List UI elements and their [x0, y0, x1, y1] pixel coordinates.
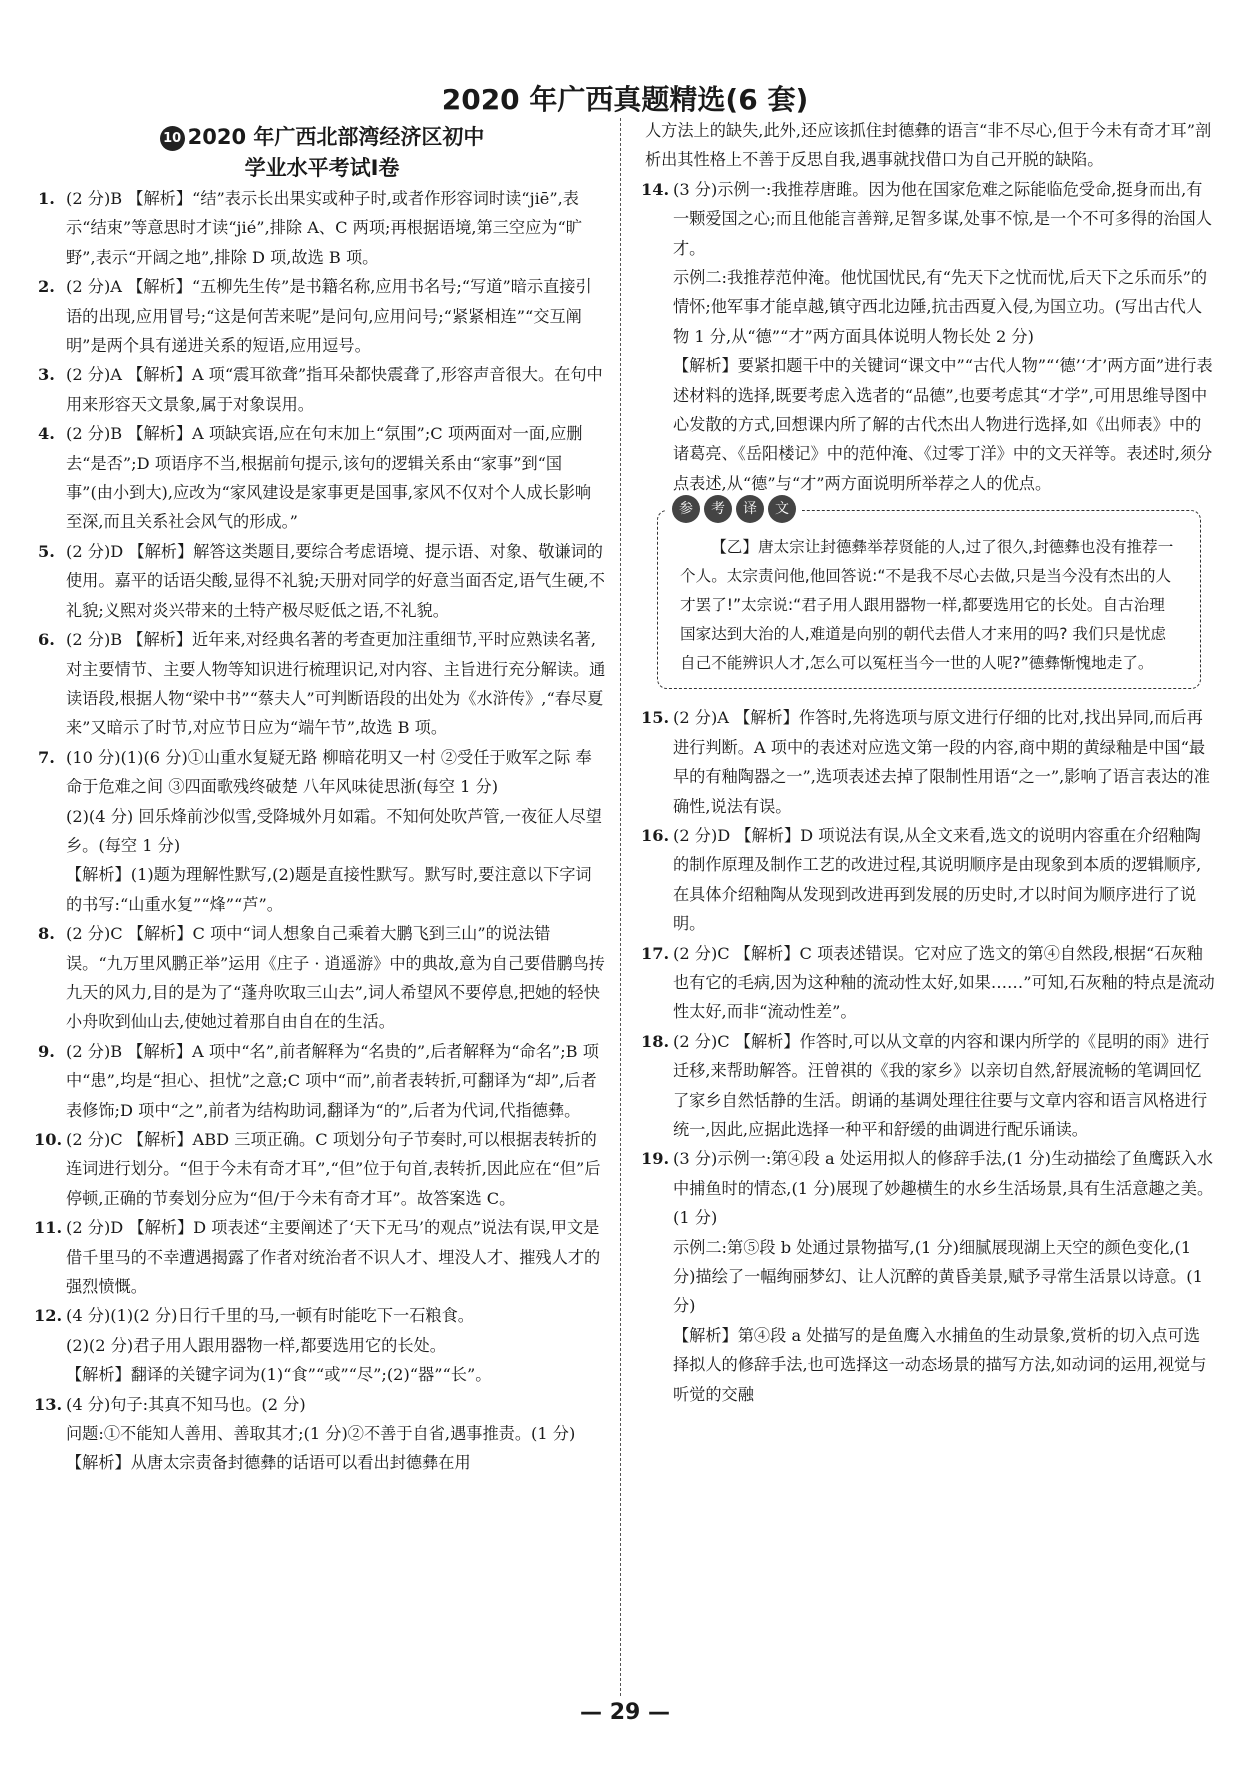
question-number: 5. [38, 541, 55, 561]
answer-item [38, 419, 606, 537]
reference-translation-label [666, 495, 802, 523]
answer-item [641, 703, 1215, 821]
answer-item [34, 1301, 606, 1389]
answer-text: (2 分)C 【解析】C 项表述错误。它对应了选文的第④自然段,根据“石灰釉也有它的毛病,因为这种釉的流动性太好,如果……”可知,石灰釉的特点是流动性太好,而非“流动性差”。 [673, 943, 1215, 1022]
question-number: 8. [38, 924, 55, 944]
answer-item [38, 919, 606, 1037]
answer-text: (3 分)示例一:我推荐唐雎。因为他在国家危难之际能临危受命,挺身而出,有一颗爱国之心;而且他能言善辩,足智多谋,处事不惊,是一个不可多得的治国人才。 [673, 179, 1212, 258]
question-number: 10. [34, 1130, 63, 1149]
question-number: 17. [641, 943, 670, 963]
section-title-line1: 2020 年广西北部湾经济区初中 [187, 125, 485, 149]
answer-text: (2)(4 分) 回乐烽前沙似雪,受降城外月如霜。不知何处吹芦管,一夜征人尽望乡。(每空 1 分) [66, 806, 602, 855]
answer-item [641, 175, 1215, 498]
answer-text: (2 分)A 【解析】作答时,先将选项与原文进行仔细的比对,找出异同,而后再进行判断。A 项中的表述对应选文第一段的内容,商中期的黄绿釉是中国“最早的有釉陶器之一”,选项表述去掉了限制性用语“之一”,影响了语言表达的准确性,说法有误。 [673, 708, 1210, 816]
answer-item-14 [641, 175, 1215, 498]
question-number: 1. [38, 189, 55, 208]
continued-analysis: 人方法上的缺失,此外,还应该抓住封德彝的语言“非不尽心,但于今未有奇才耳”剖析出其性格上不善于反思自我,遇事就找借口为自己开脱的缺陷。 [645, 121, 1212, 170]
answer-text: (2 分)A 【解析】“五柳先生传”是书籍名称,应用书名号;“写道”暗示直接引语的出现,应用冒号;“这是何苦来呢”是问句,应用问号;“紧紧相连”“交互阐明”是两个具有递进关系的短语,应用逗号。 [66, 277, 592, 356]
answer-text: 【解析】从唐太宗责备封德彝的话语可以看出封德彝在用 [66, 1453, 471, 1473]
label-char: 参 [672, 495, 700, 523]
reference-translation-text: 【乙】唐太宗让封德彝举荐贤能的人,过了很久,封德彝也没有推荐一个人。太宗责问他,他回答说:“不是我不尽心去做,只是当今没有杰出的人才罢了!”太宗说:“君子用人跟用器物一样,都要选用它的长处。自古治理国家达到大治的人,难道是向别的朝代去借人才来用的吗? 我们只是忧虑自己不能辨识人才,怎么可以冤枉当今一世的人呢?”德彝惭愧地走了。 [680, 538, 1174, 673]
answer-text: 问题:①不能知人善用、善取其才;(1 分)②不善于自省,遇事推责。(1 分) [66, 1424, 576, 1444]
answer-item [38, 1037, 606, 1125]
question-number: 2. [38, 277, 55, 297]
answer-text: (2 分)A 【解析】A 项“震耳欲聋”指耳朵都快震聋了,形容声音很大。在句中用来形容天文景象,属于对象误用。 [66, 365, 603, 414]
page-title: 2020 年广西真题精选(6 套) [441, 83, 809, 116]
answer-text: (2 分)B 【解析】A 项中“名”,前者解释为“名贵的”,后者解释为“命名”;B 项中“患”,均是“担心、担忧”之意;C 项中“而”,前者表转折,可翻译为“却”,后者表修饰;D 项中“之”,前者为结构助词,翻译为“的”,后者为代词,代指德彝。 [66, 1041, 599, 1120]
answer-text: (2 分)C 【解析】C 项中“词人想象自己乘着大鹏飞到三山”的说法错误。“九万里风鹏正举”运用《庄子 · 逍遥游》中的典故,意为自己要借鹏鸟抟九天的风力,目的是为了“蓬舟吹取三山去”,词人希望风不要停息,把她的轻快小舟吹到仙山去,使她过着那自由自在的生活。 [66, 924, 605, 1032]
label-char: 译 [736, 495, 764, 523]
question-number: 6. [38, 630, 55, 650]
answer-item [38, 537, 606, 625]
answer-item [38, 743, 606, 919]
page-number: — 29 — [580, 1700, 670, 1725]
question-number: 3. [38, 365, 55, 385]
answer-item [641, 939, 1215, 1027]
answer-text: 【解析】要紧扣题干中的关键词“课文中”“古代人物”“‘德’‘才’两方面”进行表述材料的选择,既要考虑入选者的“品德”,也要考虑其“才学”,可用思维导图中心发散的方式,回想课内所了解的古代杰出人物进行选择,如《出师表》中的诸葛亮、《岳阳楼记》中的范仲淹、《过零丁洋》中的文天祥等。表述时,须分点表述,从“德”与“才”两方面说明所举荐之人的优点。 [673, 356, 1213, 493]
question-number: 18. [641, 1031, 670, 1051]
answer-item [641, 821, 1215, 939]
answer-text: (2 分)D 【解析】D 项说法有误,从全文来看,选文的说明内容重在介绍釉陶的制作原理及制作工艺的改进过程,其说明顺序是由现象到本质的逻辑顺序,在具体介绍釉陶从发现到改进再到发展的历史时,才以时间为顺序进行了说明。 [673, 825, 1202, 934]
answer-text: 示例二:第⑤段 b 处通过景物描写,(1 分)细腻展现湖上天空的颜色变化,(1 分)描绘了一幅绚丽梦幻、让人沉醉的黄昏美景,赋予寻常生活景以诗意。(1 分) [673, 1237, 1203, 1316]
column-divider [620, 118, 621, 1696]
answer-text: (4 分)句子:其真不知马也。(2 分) [66, 1394, 306, 1414]
answer-item [34, 1213, 606, 1301]
answer-text: (4 分)(1)(2 分)日行千里的马,一顿有时能吃下一石粮食。 [66, 1306, 474, 1326]
answer-item [34, 1390, 606, 1478]
answer-text: (2)(2 分)君子用人跟用器物一样,都要选用它的长处。 [66, 1335, 446, 1355]
answer-item [38, 272, 606, 360]
question-number: 7. [38, 747, 55, 767]
reference-translation-box [657, 501, 1201, 689]
right-answer-list [641, 703, 1215, 1409]
answer-text: (10 分)(1)(6 分)①山重水复疑无路 柳暗花明又一村 ②受任于败军之际 奉命于危难之间 ③四面歌残终破楚 八年风味徒思浙(每空 1 分) [66, 747, 592, 797]
answer-text: (2 分)B 【解析】近年来,对经典名著的考查更加注重细节,平时应熟读名著,对主要情节、主要人物等知识进行梳理识记,对内容、主旨进行充分解读。通读语段,根据人物“梁中书”“蔡夫人”可判断语段的出处为《水浒传》,“春尽夏来”又暗示了时节,对应节日应为“端午节”,故选 B 项。 [66, 630, 606, 738]
question-number: 12. [34, 1306, 63, 1326]
section-number-badge: 10 [160, 126, 185, 151]
answer-item [641, 1144, 1215, 1409]
answer-text: (2 分)B 【解析】A 项缺宾语,应在句末加上“氛围”;C 项两面对一面,应删去“是否”;D 项语序不当,根据前句提示,该句的逻辑关系由“家事”到“国事”(由小到大),应改为“家风建设是家事更是国事,家风不仅对个人成长影响至深,而且关系社会风气的形成。” [66, 424, 592, 532]
answer-item [641, 1027, 1215, 1145]
question-number: 15. [641, 708, 670, 728]
label-char: 文 [768, 495, 796, 523]
left-answer-list [34, 184, 606, 1478]
answer-text: 【解析】第④段 a 处描写的是鱼鹰入水捕鱼的生动景象,赏析的切入点可选择拟人的修辞手法,也可选择这一动态场景的描写方法,如动词的运用,视觉与听觉的交融 [673, 1325, 1207, 1404]
question-number: 19. [641, 1149, 670, 1169]
answer-item [38, 625, 606, 743]
answer-item [38, 184, 606, 272]
question-number: 4. [38, 424, 55, 444]
section-title [38, 122, 606, 153]
question-number: 9. [38, 1041, 55, 1061]
answer-item [34, 1125, 606, 1213]
question-number: 16. [641, 825, 670, 845]
answer-text: 示例二:我推荐范仲淹。他忧国忧民,有“先天下之忧而忧,后天下之乐而乐”的情怀;他军事才能卓越,镇守西北边陲,抗击西夏入侵,为国立功。(写出古代人物 1 分,从“德”“才”两方面具体说明人物长处 2 分) [673, 268, 1208, 346]
label-char: 考 [704, 495, 732, 523]
answer-item [38, 360, 606, 419]
answer-text: (2 分)C 【解析】作答时,可以从文章的内容和课内所学的《昆明的雨》进行迁移,来帮助解答。汪曾祺的《我的家乡》以亲切自然,舒展流畅的笔调回忆了家乡自然恬静的生活。朗诵的基调处理往往要与文章内容和语言风格进行统一,因此,应据此选择一种平和舒缓的曲调进行配乐诵读。 [673, 1031, 1210, 1139]
answer-text: (2 分)D 【解析】解答这类题目,要综合考虑语境、提示语、对象、敬谦词的使用。嘉平的话语尖酸,显得不礼貌;天册对同学的好意当面否定,语气生硬,不礼貌;义熙对炎兴带来的土特产极尽贬低之语,不礼貌。 [66, 541, 605, 620]
answer-text: (2 分)D 【解析】D 项表述“主要阐述了‘天下无马’的观点”说法有误,甲文是借千里马的不幸遭遇揭露了作者对统治者不识人才、埋没人才、摧残人才的强烈愤慨。 [66, 1218, 601, 1297]
answer-text: (2 分)C 【解析】ABD 三项正确。C 项划分句子节奏时,可以根据表转折的连词进行划分。“但于今未有奇才耳”,“但”位于句首,表转折,因此应在“但”后停顿,正确的节奏划分应为“但/于今未有奇才耳”。故答案选 C。 [66, 1130, 601, 1208]
answer-text: (2 分)B 【解析】“结”表示长出果实或种子时,或者作形容词时读“jiē”,表示“结束”等意思时才读“jié”,排除 A、C 两项;再根据语境,第三空应为“旷野”,表示“开阔之地”,排除 D 项,故选 B 项。 [66, 189, 582, 267]
question-number: 11. [34, 1218, 63, 1238]
section-title-line2: 学业水平考试Ⅰ卷 [244, 156, 400, 180]
question-number: 13. [34, 1394, 63, 1414]
answer-text: 【解析】翻译的关键字词为(1)“食”“或”“尽”;(2)“器”“长”。 [66, 1365, 492, 1385]
question-number: 14. [641, 179, 670, 199]
answer-text: 【解析】(1)题为理解性默写,(2)题是直接性默写。默写时,要注意以下字词的书写:“山重水复”“烽”“芦”。 [66, 865, 592, 914]
answer-text: (3 分)示例一:第④段 a 处运用拟人的修辞手法,(1 分)生动描绘了鱼鹰跃入水中捕鱼时的情态,(1 分)展现了妙趣横生的水乡生活场景,具有生活意趣之美。(1 分) [673, 1149, 1214, 1228]
left-column [34, 122, 606, 1478]
right-column [641, 116, 1215, 1409]
